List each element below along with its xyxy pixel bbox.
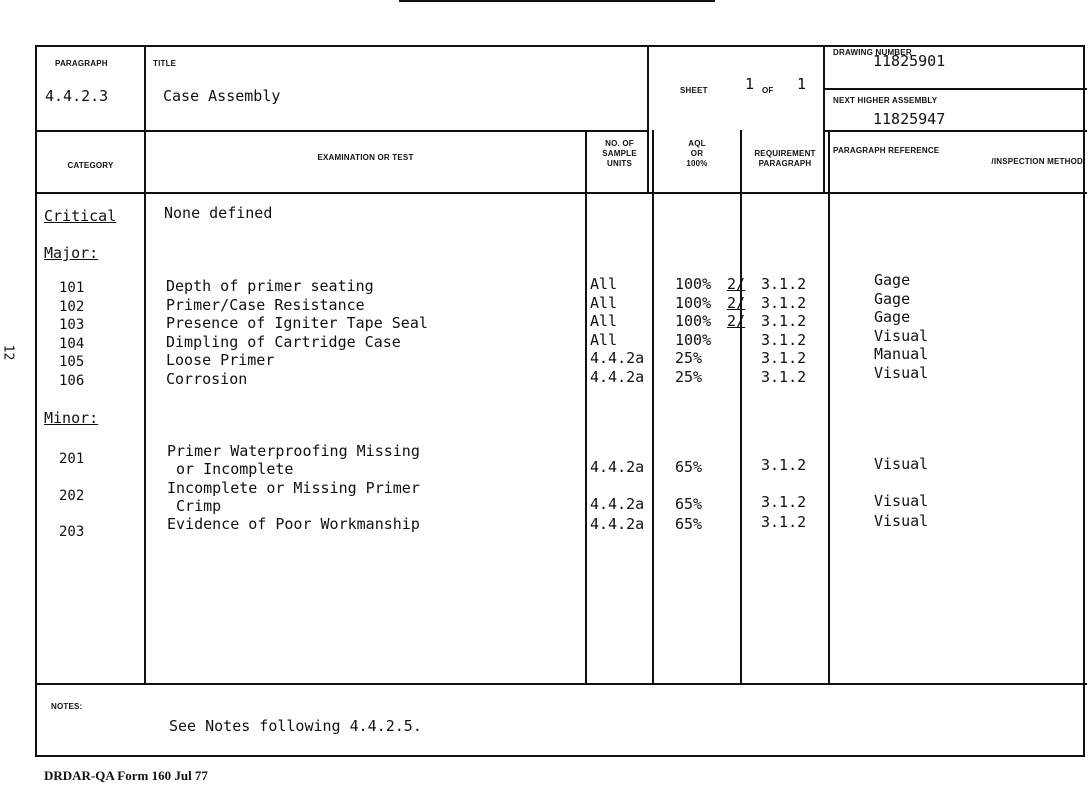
col-line-sheet <box>647 47 649 193</box>
sheet-total: 1 <box>797 75 807 93</box>
exam-text: Dimpling of Cartridge Case <box>166 332 401 351</box>
inspection-method: Visual <box>874 492 929 510</box>
minor-heading: Minor: <box>44 409 99 427</box>
col-req-line2: PARAGRAPH <box>758 159 812 168</box>
sample-units: All <box>590 312 618 330</box>
aql-value: 100% <box>675 275 712 293</box>
title-value: Case Assembly <box>163 87 281 105</box>
aql-value: 65% <box>675 515 703 533</box>
aql-value: 100% <box>675 330 712 349</box>
requirement-paragraph: 3.1.2 <box>761 513 807 531</box>
sample-units: All <box>590 330 618 349</box>
sheet-of: OF <box>762 86 774 95</box>
row-number: 104 <box>59 335 85 352</box>
inspection-method: Visual <box>874 512 929 530</box>
exam-text: Loose Primer <box>166 351 275 369</box>
sample-units: 4.4.2a <box>590 367 645 386</box>
sample-units: 4.4.2a <box>590 515 645 533</box>
col-line-sample <box>585 130 587 683</box>
col-category: CATEGORY <box>67 161 114 170</box>
sheet-number: 1 <box>745 75 755 93</box>
col-aql-line3: 100% <box>686 159 708 168</box>
col-line-aql <box>652 130 654 683</box>
title-label: TITLE <box>153 59 177 68</box>
exam-text: Depth of primer seating <box>166 277 374 295</box>
exam-text: Presence of Igniter Tape Seal <box>166 314 428 332</box>
exam-text-cont: or Incomplete <box>167 460 294 478</box>
col-ref-line2: /INSPECTION METHOD <box>991 157 1083 166</box>
exam-text: Corrosion <box>166 369 248 388</box>
requirement-paragraph: 3.1.2 <box>761 330 807 349</box>
row-number: 105 <box>59 354 85 370</box>
inspection-method: Gage <box>874 308 911 326</box>
col-req <box>742 149 828 169</box>
inspection-method: Visual <box>874 363 929 382</box>
sample-units: All <box>590 275 618 293</box>
note-ref: 2/ <box>727 275 746 293</box>
inspection-form <box>35 45 1085 757</box>
drawing-number-value: 11825901 <box>873 52 946 70</box>
note-ref: 2/ <box>727 312 746 330</box>
row-number: 201 <box>59 451 85 467</box>
top-rule <box>399 0 715 2</box>
aql-value: 100% <box>675 293 712 312</box>
col-line-drawing <box>823 47 825 193</box>
row-number: 106 <box>59 372 85 389</box>
requirement-paragraph: 3.1.2 <box>761 349 807 367</box>
paragraph-value: 4.4.2.3 <box>45 87 109 105</box>
aql-value: 65% <box>675 495 703 513</box>
column-header-divider <box>37 192 1087 194</box>
major-heading: Major: <box>44 244 99 262</box>
sheet-label: SHEET <box>680 86 708 95</box>
drawing-number-label: DRAWING NUMBER <box>833 48 912 57</box>
aql-value: 100% <box>675 312 712 330</box>
row-number: 102 <box>59 298 85 315</box>
inspection-method: Gage <box>874 271 911 289</box>
col-line-req <box>828 130 830 683</box>
col-aql <box>654 139 740 169</box>
exam-text-cont: Crimp <box>167 497 222 515</box>
col-exam: EXAMINATION OR TEST <box>317 153 414 162</box>
inspection-method: Manual <box>874 345 929 363</box>
col-line-1 <box>144 47 146 683</box>
col-ref <box>833 145 1083 167</box>
inspection-method: Visual <box>874 455 929 473</box>
row-number: 202 <box>59 488 85 504</box>
aql-value: 25% <box>675 349 703 367</box>
header-divider <box>37 130 647 132</box>
critical-text: None defined <box>164 204 273 222</box>
exam-text: Incomplete or Missing Primer <box>167 479 420 497</box>
next-higher-value: 11825947 <box>873 110 946 128</box>
exam-text: Evidence of Poor Workmanship <box>167 515 420 533</box>
row-number: 103 <box>59 317 85 333</box>
requirement-paragraph: 3.1.2 <box>761 312 807 330</box>
col-req-line1: REQUIREMENT <box>754 149 816 158</box>
requirement-paragraph: 3.1.2 <box>761 293 807 312</box>
page-number: 12 <box>0 344 16 361</box>
col-sample-line2: SAMPLE <box>602 149 637 158</box>
form-footer: DRDAR-QA Form 160 Jul 77 <box>44 768 208 783</box>
notes-text: See Notes following 4.4.2.5. <box>169 717 422 735</box>
col-sample-line1: NO. OF <box>605 139 634 148</box>
paragraph-label: PARAGRAPH <box>55 59 108 68</box>
col-line-aql-right <box>740 130 742 683</box>
col-sample-line3: UNITS <box>607 159 632 168</box>
assembly-divider <box>823 130 1087 132</box>
exam-text: Primer Waterproofing Missing <box>167 442 420 460</box>
col-aql-line2: OR <box>690 149 704 158</box>
next-higher-label: NEXT HIGHER ASSEMBLY <box>833 96 938 105</box>
col-aql-line1: AQL <box>688 139 706 148</box>
row-number: 203 <box>59 524 85 540</box>
critical-heading: Critical <box>44 207 117 225</box>
requirement-paragraph: 3.1.2 <box>761 493 807 511</box>
sample-units: 4.4.2a <box>590 495 645 513</box>
row-number: 101 <box>59 280 85 296</box>
inspection-method: Gage <box>874 289 911 308</box>
note-ref: 2/ <box>727 293 746 312</box>
col-ref-line1: PARAGRAPH REFERENCE <box>833 146 940 155</box>
requirement-paragraph: 3.1.2 <box>761 367 807 386</box>
sample-units: 4.4.2a <box>590 458 645 476</box>
sample-units: All <box>590 293 618 312</box>
notes-divider <box>37 683 1087 685</box>
inspection-method: Visual <box>874 326 929 345</box>
sample-units: 4.4.2a <box>590 349 645 367</box>
aql-value: 25% <box>675 367 703 386</box>
exam-text: Primer/Case Resistance <box>166 295 365 314</box>
drawing-divider <box>823 88 1087 90</box>
aql-value: 65% <box>675 458 703 476</box>
col-sample <box>587 139 652 169</box>
notes-label: NOTES: <box>51 702 83 711</box>
requirement-paragraph: 3.1.2 <box>761 456 807 474</box>
requirement-paragraph: 3.1.2 <box>761 275 807 293</box>
